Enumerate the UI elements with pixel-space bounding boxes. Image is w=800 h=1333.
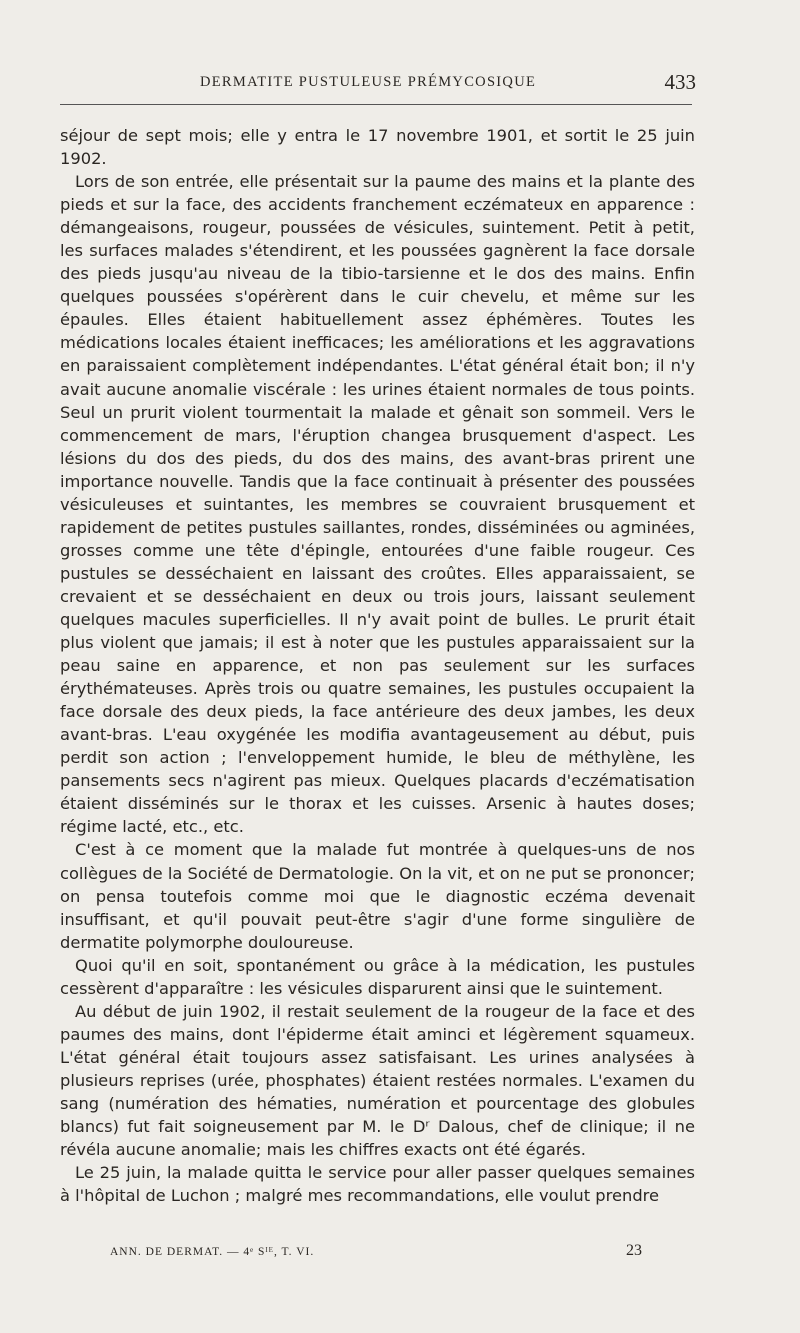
header-rule xyxy=(60,104,692,105)
paragraph-4: Quoi qu'il en soit, spontanément ou grâce à la médication, les pustules cessèrent d'apparaître : les vésicules disparurent ainsi que le suintement. xyxy=(60,955,695,998)
paragraph-2: Lors de son entrée, elle présentait sur la paume des mains et la plante des pieds et sur la face, des accidents franchement eczémateux en apparence : démangeaisons, rougeur, poussées de vésicules, suintement. Petit à petit, les surfaces malades s'étendirent, et les poussées gagnèrent la face dorsale des pieds jusqu'au niveau de la tibio-tarsienne et le dos des mains. Enfin quelques poussées s'opérèrent dans le cuir chevelu, et même sur les épaules. Elles étaient habituellement assez éphémères. Toutes les médications locales étaient inefficaces; les améliorations et les aggravations en paraissaient complètement indépendantes. L'état général était bon; il n'y avait aucune anomalie viscérale : les urines étaient normales de tous points. Seul un prurit violent tourmentait la malade et gênait son sommeil. Vers le commencement de mars, l'éruption changea brusquement d'aspect. Les lésions du dos des pieds, du dos des mains, des avant-bras prirent une importance nouvelle. Tandis que la face continuait à présenter des poussées vésiculeuses et suintantes, les membres se couvraient brusquement et rapidement de petites pustules saillantes, rondes, disséminées ou agminées, grosses comme une tête d'épingle, entourées d'une faible rougeur. Ces pustules se desséchaient en laissant des croûtes. Elles apparaissaient, se crevaient et se desséchaient en deux ou trois jours, laissant seulement quelques macules superficielles. Il n'y avait point de bulles. Le prurit était plus violent que jamais; il est à noter que les pustules apparaissaient sur la peau saine en apparence, et non pas seulement sur les surfaces érythémateuses. Après trois ou quatre semaines, les pustules occupaient la face dorsale des deux pieds, la face antérieure des deux jambes, les deux avant-bras. L'eau oxygénée les modifia avantageusement au début, puis perdit son action ; l'enveloppement humide, le bleu de méthylène, les pansements secs n'agirent pas mieux. Quelques placards d'eczématisation étaient disséminés sur le thorax et les cuisses. Arsenic à hautes doses; régime lacté, etc., etc. xyxy=(60,172,695,837)
paragraph-1: séjour de sept mois; elle y entra le 17 novembre 1901, et sortit le 25 juin 1902. xyxy=(60,126,695,169)
signature-line: ANN. DE DERMAT. — 4ᵉ Sᴵᴱ, T. VI. xyxy=(110,1246,315,1258)
running-title: DERMATITE PUSTULEUSE PRÉMYCOSIQUE xyxy=(200,74,537,90)
paragraph-6: Le 25 juin, la malade quitta le service pour aller passer quelques semaines à l'hôpital de Luchon ; malgré mes recommandations, elle voulut prendre xyxy=(60,1163,695,1206)
page-number: 433 xyxy=(664,70,696,94)
body-text xyxy=(60,124,695,1207)
paragraph-3: C'est à ce moment que la malade fut montrée à quelques-uns de nos collègues de la Société de Dermatologie. On la vit, et on ne put se prononcer; on pensa toutefois comme moi que le diagnostic eczéma devenait insuffisant, et qu'il pouvait peut-être s'agir d'une forme singulière de dermatite polymorphe douloureuse. xyxy=(60,840,695,952)
running-head xyxy=(60,70,696,98)
signature-number: 23 xyxy=(626,1242,642,1259)
footer xyxy=(60,1242,692,1266)
paragraph-5: Au début de juin 1902, il restait seulement de la rougeur de la face et des paumes des mains, dont l'épiderme était aminci et légèrement squameux. L'état général était toujours assez satisfaisant. Les urines analysées à plusieurs reprises (urée, phosphates) étaient restées normales. L'examen du sang (numération des hématies, numération et pourcentage des globules blancs) fut fait soigneusement par M. le Dʳ Dalous, chef de clinique; il ne révéla aucune anomalie; mais les chiffres exacts ont été égarés. xyxy=(60,1001,695,1160)
